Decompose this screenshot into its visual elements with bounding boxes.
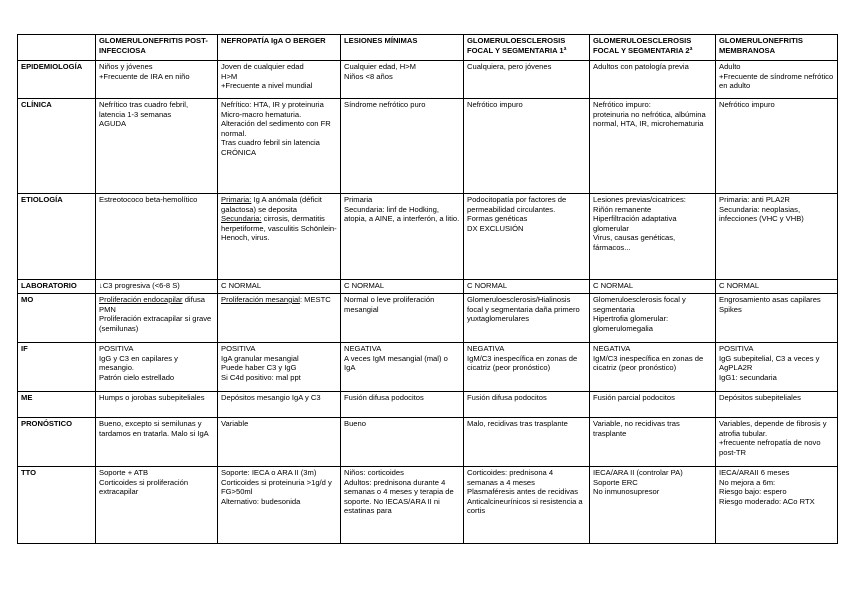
cell-text: Hipertrofia glomerular: glomerulomegalia xyxy=(593,314,669,333)
cell-line xyxy=(467,393,586,403)
cell-line xyxy=(593,314,712,333)
cell-line xyxy=(593,344,712,354)
table-cell xyxy=(716,418,838,467)
table-cell xyxy=(716,99,838,194)
table-cell xyxy=(464,418,590,467)
cell-line xyxy=(221,148,337,158)
underlined-label: Primaria: xyxy=(221,195,252,204)
cell-text: Fusión difusa podocitos xyxy=(344,393,424,402)
cell-line xyxy=(221,354,337,364)
cell-line xyxy=(344,419,460,429)
cell-line xyxy=(99,478,214,497)
cell-text: Glomeruloesclerosis focal y segmentaria xyxy=(593,295,686,314)
cell-text: Variables, depende de fibrosis y atrofia tubular. xyxy=(719,419,827,438)
underlined-label: Proliferación endocapilar xyxy=(99,295,183,304)
cell-line xyxy=(344,354,460,373)
cell-line xyxy=(593,281,712,291)
table-cell xyxy=(96,343,218,392)
table-row-epidemiologia xyxy=(18,61,838,99)
cell-text: C NORMAL xyxy=(221,281,262,290)
cell-text: Tras cuadro febril sin latencia xyxy=(221,138,320,148)
cell-line xyxy=(719,295,834,305)
cell-text: C NORMAL xyxy=(719,281,760,290)
cell-line xyxy=(593,100,712,110)
cell-line xyxy=(221,344,337,354)
table-row-clinica xyxy=(18,99,838,194)
cell-line xyxy=(467,214,586,224)
cell-text: Patrón cielo estrellado xyxy=(99,372,175,382)
cell-line xyxy=(344,72,460,82)
cell-line xyxy=(467,295,586,324)
cell-line xyxy=(99,281,214,291)
cell-line xyxy=(467,487,586,497)
cell-line xyxy=(467,195,586,214)
cell-text: No mejora a 6m: xyxy=(719,477,776,487)
cell-text: Niños y jóvenes xyxy=(99,62,153,71)
cell-line xyxy=(719,393,834,403)
cell-text: C NORMAL xyxy=(593,281,634,290)
cell-text: POSITIVA xyxy=(99,344,134,353)
header-row xyxy=(18,35,838,61)
cell-line xyxy=(593,354,712,373)
cell-line xyxy=(344,281,460,291)
row-header-mo: MO xyxy=(18,294,96,343)
table-row-me xyxy=(18,392,838,418)
cell-text: Adulto xyxy=(719,62,741,71)
table-cell xyxy=(716,467,838,544)
cell-text: IgG1: secundaria xyxy=(719,372,777,382)
cell-text: Riñón remanente xyxy=(593,204,652,214)
cell-text: Adultos: prednisona durante 4 semanas o 4 meses y terapia de soporte. No IECAS/ARA II ni estatinas para xyxy=(344,477,454,516)
cell-text: AGUDA xyxy=(99,119,127,129)
column-header-6: GLOMERULONEFRITIS MEMBRANOSA xyxy=(716,35,838,61)
table-cell xyxy=(716,343,838,392)
cell-text: Estreotococo beta-hemolítico xyxy=(99,195,198,204)
cell-text: Corticoides: prednisona 4 semanas a 4 meses xyxy=(467,468,554,487)
cell-text: Bueno, excepto si semilunas y tardamos en tratarla. Malo si IgA xyxy=(99,419,209,438)
cell-text: proteinuria no nefrótica, albúmina normal, HTA, IR, microhematuria xyxy=(593,109,706,129)
cell-line xyxy=(467,100,586,110)
table-cell xyxy=(96,61,218,99)
table-cell xyxy=(464,194,590,280)
cell-text: Micro-macro hematuria. xyxy=(221,109,302,119)
cell-text: : MESTC xyxy=(299,295,331,304)
cell-line xyxy=(593,478,712,488)
cell-line xyxy=(99,195,214,205)
table-cell xyxy=(341,61,464,99)
cell-line xyxy=(344,195,460,205)
cell-text: C NORMAL xyxy=(344,281,385,290)
table-cell xyxy=(590,343,716,392)
table-cell xyxy=(96,294,218,343)
table-cell xyxy=(716,392,838,418)
cell-text: A veces IgM mesangial (mal) o IgA xyxy=(344,353,448,373)
table-cell xyxy=(218,418,341,467)
cell-line xyxy=(719,62,834,72)
table-cell xyxy=(590,467,716,544)
table-cell xyxy=(341,194,464,280)
row-header-epidemiologia: EPIDEMIOLOGÍA xyxy=(18,61,96,99)
table-cell xyxy=(716,61,838,99)
cell-line xyxy=(99,419,214,438)
table-cell xyxy=(464,294,590,343)
cell-line xyxy=(221,363,337,373)
cell-text: Secundaria: linf de Hodking, atopia, a AINE, a interferón, a litio. xyxy=(344,204,460,224)
cell-text: Hiperfiltración adaptativa glomerular xyxy=(593,214,677,233)
cell-text: +frecuente nefropatía de novo post-TR xyxy=(719,438,821,457)
cell-line xyxy=(467,354,586,373)
cell-line xyxy=(719,100,834,110)
table-cell xyxy=(96,280,218,294)
table-cell xyxy=(590,194,716,280)
cell-text: Lesiones previas/cicatrices: xyxy=(593,195,686,204)
cell-line xyxy=(221,119,337,138)
cell-line xyxy=(344,344,460,354)
cell-text: ↓C3 progresiva (<6-8 S) xyxy=(99,281,180,290)
cell-text: IECA/ARA II (controlar PA) xyxy=(593,468,683,477)
cell-line xyxy=(593,393,712,403)
cell-line xyxy=(344,100,460,110)
cell-line xyxy=(344,295,460,314)
row-header-me: ME xyxy=(18,392,96,418)
cell-line xyxy=(344,468,460,478)
cell-text: C NORMAL xyxy=(467,281,508,290)
cell-line xyxy=(344,393,460,403)
cell-text: Si C4d positivo: mal ppt xyxy=(221,372,301,382)
table-cell xyxy=(464,280,590,294)
cell-text: Depósitos subepiteliales xyxy=(719,393,801,402)
cell-text: Plasmaféresis antes de recidivas xyxy=(467,487,579,497)
cell-text: No inmunosupresor xyxy=(593,487,660,497)
cell-text: Fusión difusa podocitos xyxy=(467,393,547,402)
table-row-pronostico xyxy=(18,418,838,467)
cell-text: IgM/C3 inespecífica en zonas de cicatriz (peor pronóstico) xyxy=(467,353,578,373)
cell-line xyxy=(719,419,834,438)
cell-text: Malo, recidivas tras trasplante xyxy=(467,419,568,428)
cell-text: Joven de cualquier edad xyxy=(221,62,304,71)
cell-text: Riesgo moderado: ACo RTX xyxy=(719,496,815,506)
table-cell xyxy=(590,418,716,467)
cell-line xyxy=(593,487,712,497)
cell-line xyxy=(467,344,586,354)
cell-line xyxy=(593,295,712,314)
cell-text: IgM/C3 inespecífica en zonas de cicatriz (peor pronóstico) xyxy=(593,353,704,373)
cell-line xyxy=(221,81,337,91)
cell-text: Ig A anómala (déficit galactosa) se deposita xyxy=(221,195,322,214)
table-cell xyxy=(590,99,716,194)
cell-line xyxy=(593,468,712,478)
cell-line xyxy=(719,373,834,383)
cell-line xyxy=(221,478,337,497)
table-cell xyxy=(716,194,838,280)
table-row-etiologia xyxy=(18,194,838,280)
table-cell xyxy=(716,294,838,343)
table-cell xyxy=(590,280,716,294)
cell-text: Virus, causas genéticas, fármacos... xyxy=(593,233,676,252)
table-cell xyxy=(464,467,590,544)
table-cell xyxy=(341,280,464,294)
cell-text: Nefrítico: HTA, IR y proteinuria xyxy=(221,100,324,109)
cell-text: IECA/ARAII 6 meses xyxy=(719,468,790,477)
cell-text: difusa PMN xyxy=(99,295,205,314)
table-cell xyxy=(218,343,341,392)
cell-line xyxy=(593,214,712,233)
cell-line xyxy=(719,205,834,224)
cell-line xyxy=(719,478,834,488)
cell-text: +Frecuente de síndrome nefrótico en adulto xyxy=(719,71,834,91)
table-cell xyxy=(590,392,716,418)
cell-text: Primaria xyxy=(344,195,373,204)
cell-line xyxy=(99,100,214,119)
cell-line xyxy=(344,205,460,224)
column-header-4: GLOMERULOESCLEROSIS FOCAL Y SEGMENTARIA 1ª xyxy=(464,35,590,61)
cell-text: Bueno xyxy=(344,419,366,428)
cell-text: Soporte ERC xyxy=(593,477,638,487)
column-header-5: GLOMERULOESCLEROSIS FOCAL Y SEGMENTARIA 2ª xyxy=(590,35,716,61)
cell-text: IgA granular mesangial xyxy=(221,353,299,363)
cell-line xyxy=(221,419,337,429)
table-cell xyxy=(464,392,590,418)
cell-text: Niños: corticoides xyxy=(344,468,404,477)
cell-line xyxy=(221,373,337,383)
table-row-tto xyxy=(18,467,838,544)
cell-line xyxy=(99,119,214,129)
cell-line xyxy=(99,62,214,72)
cell-line xyxy=(221,393,337,403)
cell-text: Niños <8 años xyxy=(344,71,393,81)
cell-text: Secundaria: neoplasias, infecciones (VHC y VHB) xyxy=(719,204,804,224)
cell-line xyxy=(593,419,712,438)
cell-line xyxy=(467,419,586,429)
cell-text: Soporte: IECA o ARA II (3m) xyxy=(221,468,317,477)
cell-line xyxy=(221,72,337,82)
table-cell xyxy=(464,99,590,194)
table-cell xyxy=(341,418,464,467)
cell-line xyxy=(719,344,834,354)
cell-line xyxy=(719,487,834,497)
cell-line xyxy=(467,281,586,291)
cell-line xyxy=(719,354,834,373)
table-cell xyxy=(218,467,341,544)
cell-line xyxy=(593,195,712,205)
cell-line xyxy=(99,72,214,82)
corner-header-cell xyxy=(18,35,96,61)
cell-line xyxy=(221,62,337,72)
cell-text: IgG subepitelial, C3 a veces y AgPLA2R xyxy=(719,353,820,373)
table-row-laboratorio xyxy=(18,280,838,294)
table-cell xyxy=(341,467,464,544)
cell-text: POSITIVA xyxy=(719,344,754,353)
cell-text: CRÓNICA xyxy=(221,147,257,157)
cell-text: H>M xyxy=(221,71,238,81)
table-cell xyxy=(218,294,341,343)
cell-line xyxy=(99,393,214,403)
cell-line xyxy=(99,314,214,333)
cell-text: Proliferación extracapilar si grave (semilunas) xyxy=(99,314,212,333)
cell-line xyxy=(719,281,834,291)
cell-text: Fusión parcial podocitos xyxy=(593,393,675,402)
column-header-3: LESIONES MÍNIMAS xyxy=(341,35,464,61)
cell-line xyxy=(99,373,214,383)
cell-line xyxy=(221,295,337,305)
cell-text: Variable xyxy=(221,419,249,428)
table-cell xyxy=(96,392,218,418)
cell-text: Puede haber C3 y IgG xyxy=(221,363,297,373)
row-header-tto: TTO xyxy=(18,467,96,544)
table-cell xyxy=(590,61,716,99)
row-header-laboratorio: LABORATORIO xyxy=(18,280,96,294)
cell-text: Anticalcineurínicos si resistencia a cortis xyxy=(467,496,583,516)
cell-text: cirrosis, dermatitis herpetiforme, vasculitis Schönlein-Henoch, virus. xyxy=(221,214,337,243)
table-cell xyxy=(341,392,464,418)
cell-line xyxy=(221,214,337,243)
cell-text: Depósitos mesangio IgA y C3 xyxy=(221,393,321,402)
cell-line xyxy=(221,110,337,120)
cell-line xyxy=(467,468,586,487)
cell-text: Nefrótico impuro xyxy=(467,100,523,109)
column-header-1: GLOMERULONEFRITIS POST-INFECCIOSA xyxy=(96,35,218,61)
cell-line xyxy=(719,438,834,457)
cell-line xyxy=(221,468,337,478)
cell-text: Normal o leve proliferación mesangial xyxy=(344,295,435,314)
cell-text: Spikes xyxy=(719,304,742,314)
cell-text: +Frecuente a nivel mundial xyxy=(221,81,313,91)
cell-text: Nefrótico impuro: xyxy=(593,100,651,109)
cell-text: Engrosamiento asas capilares xyxy=(719,295,821,304)
cell-line xyxy=(719,195,834,205)
row-header-etiologia: ETIOLOGÍA xyxy=(18,194,96,280)
table-cell xyxy=(218,280,341,294)
table-cell xyxy=(341,343,464,392)
cell-line xyxy=(344,62,460,72)
comparison-table xyxy=(17,34,838,544)
table-cell xyxy=(341,294,464,343)
underlined-label: Proliferación mesangial xyxy=(221,295,300,304)
cell-text: Corticoides si proteinuria >1g/d y FG>50ml xyxy=(221,477,332,497)
cell-text: Alteración del sedimento con FR normal. xyxy=(221,119,331,138)
cell-line xyxy=(99,468,214,478)
column-header-2: NEFROPATÍA IgA O BERGER xyxy=(218,35,341,61)
cell-line xyxy=(467,62,586,72)
table-cell xyxy=(464,343,590,392)
table-cell xyxy=(716,280,838,294)
row-header-clinica: CLÍNICA xyxy=(18,99,96,194)
cell-line xyxy=(221,497,337,507)
cell-line xyxy=(593,110,712,129)
cell-line xyxy=(221,100,337,110)
cell-text: Cualquiera, pero jóvenes xyxy=(467,62,552,71)
cell-text: Soporte + ATB xyxy=(99,468,149,477)
table-cell xyxy=(218,194,341,280)
table-cell xyxy=(96,194,218,280)
cell-text: Glomeruloesclerosis/Hialinosis focal y segmentaria daña primero yuxtaglomerulares xyxy=(467,295,580,324)
cell-line xyxy=(221,138,337,148)
table-cell xyxy=(96,467,218,544)
cell-line xyxy=(593,62,712,72)
cell-text: POSITIVA xyxy=(221,344,256,353)
table-cell xyxy=(218,99,341,194)
cell-text: Podocitopatía por factores de permeabilidad circulantes. xyxy=(467,195,567,214)
cell-text: Adultos con patología previa xyxy=(593,62,689,71)
cell-text: Formas genéticas xyxy=(467,214,528,224)
cell-line xyxy=(593,205,712,215)
cell-line xyxy=(221,195,337,214)
cell-text: Cualquier edad, H>M xyxy=(344,62,416,71)
cell-text: Humps o jorobas subepiteliales xyxy=(99,393,205,402)
cell-text: DX EXCLUSIÓN xyxy=(467,223,524,233)
cell-line xyxy=(99,354,214,373)
cell-text: Primaria: anti PLA2R xyxy=(719,195,790,204)
cell-line xyxy=(467,497,586,516)
table-cell xyxy=(464,61,590,99)
table-cell xyxy=(218,61,341,99)
cell-text: Nefrótico impuro xyxy=(719,100,775,109)
cell-text: Síndrome nefrótico puro xyxy=(344,100,426,109)
row-header-pronostico: PRONÓSTICO xyxy=(18,418,96,467)
cell-line xyxy=(99,344,214,354)
cell-line xyxy=(719,497,834,507)
cell-line xyxy=(719,305,834,315)
cell-text: NEGATIVA xyxy=(467,344,505,353)
table-row-mo xyxy=(18,294,838,343)
cell-text: IgG y C3 en capilares y mesangio. xyxy=(99,353,178,373)
table-row-if xyxy=(18,343,838,392)
table-cell xyxy=(590,294,716,343)
cell-text: Alternativo: budesonida xyxy=(221,496,301,506)
cell-line xyxy=(221,281,337,291)
cell-text: Nefrítico tras cuadro febril, latencia 1-3 semanas xyxy=(99,100,189,119)
cell-text: +Frecuente de IRA en niño xyxy=(99,71,190,81)
cell-text: Variable, no recidivas tras trasplante xyxy=(593,419,680,438)
underlined-label: Secundaria: xyxy=(221,214,262,224)
cell-text: NEGATIVA xyxy=(344,344,382,353)
cell-text: Riesgo bajo: espero xyxy=(719,487,787,497)
table-cell xyxy=(341,99,464,194)
row-header-if: IF xyxy=(18,343,96,392)
cell-line xyxy=(719,72,834,91)
cell-line xyxy=(719,468,834,478)
cell-text: Corticoides si proliferación extracapilar xyxy=(99,477,189,497)
cell-line xyxy=(467,224,586,234)
cell-line xyxy=(344,478,460,516)
table-cell xyxy=(96,99,218,194)
cell-line xyxy=(593,233,712,252)
cell-text: NEGATIVA xyxy=(593,344,631,353)
cell-line xyxy=(99,295,214,314)
table-cell xyxy=(96,418,218,467)
table-cell xyxy=(218,392,341,418)
